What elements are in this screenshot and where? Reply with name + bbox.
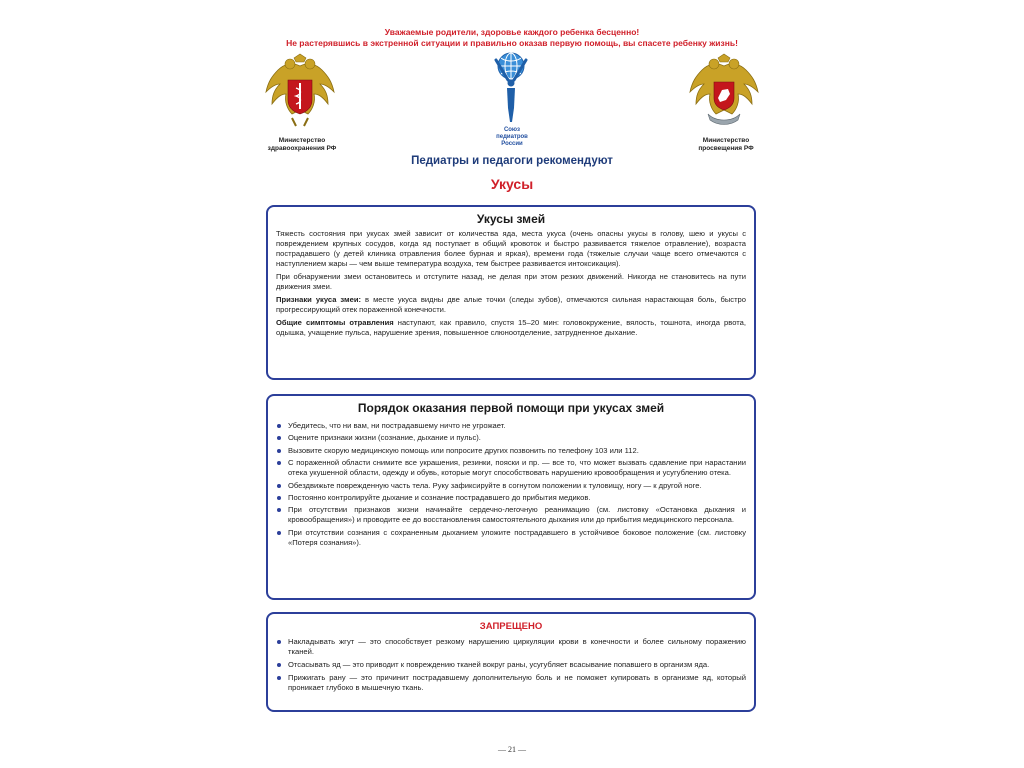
symptoms-label: Общие симптомы отравления — [276, 318, 394, 327]
list-item-text: При отсутствии признаков жизни начинайте сердечно-легочную реанимацию (см. листовку «Остановка дыхания и кровообращения») и проводите ее до восстановления самостоятельного дыхания или до прибытия медицинского персонала. — [288, 505, 746, 525]
health-ministry-label-line2: здравоохранения РФ — [267, 145, 337, 152]
signs-label: Признаки укуса змеи: — [276, 295, 362, 304]
page-title: Укусы — [490, 176, 534, 192]
list-item — [276, 421, 746, 431]
bullet-icon — [277, 508, 281, 512]
first-aid-title: Порядок оказания первой помощи при укусах змей — [357, 401, 665, 415]
list-item-text: Оцените признаки жизни (сознание, дыхание и пульс). — [288, 433, 481, 443]
header-line-2: Не растерявшись в экстренной ситуации и правильно оказав первую помощь, вы спасете ребенку жизнь! — [286, 38, 738, 48]
list-item — [276, 528, 746, 548]
education-ministry-label-line1: Министерство — [702, 137, 750, 144]
bullet-icon — [277, 663, 281, 667]
forbidden-list — [276, 637, 746, 693]
union-of-pediatricians-logo-icon — [490, 50, 532, 130]
list-item — [276, 673, 746, 693]
list-item — [276, 433, 746, 443]
snake-bites-box — [266, 205, 756, 380]
bullet-icon — [277, 640, 281, 644]
bullet-icon — [277, 676, 281, 680]
first-aid-box — [266, 394, 756, 600]
page-number: — 21 — — [498, 745, 526, 754]
snake-bites-paragraph-signs — [276, 295, 746, 315]
health-ministry-label-line1: Министерство — [278, 137, 326, 144]
list-item — [276, 505, 746, 525]
list-item-text: При отсутствии сознания с сохраненным дыханием уложите пострадавшего в устойчивое боковое положение (см. листовку «Потеря сознания»). — [288, 527, 746, 547]
union-label-line3: России — [501, 141, 523, 147]
recommend-subtitle: Педиатры и педагоги рекомендуют — [411, 155, 613, 167]
bullet-icon — [277, 436, 281, 440]
education-ministry-label-line2: просвещения РФ — [698, 145, 754, 152]
first-aid-list — [276, 421, 746, 548]
list-item — [276, 637, 746, 657]
forbidden-title: ЗАПРЕЩЕНО — [479, 621, 543, 632]
list-item-text: Обездвижьте поврежденную часть тела. Руку зафиксируйте в согнутом положении к туловищу, ногу — к другой ноге. — [288, 480, 702, 490]
union-label-line1: Союз — [503, 127, 521, 133]
health-ministry-emblem-icon — [262, 52, 338, 130]
list-item — [276, 458, 746, 478]
list-item-text: Прижигать рану — это причинит пострадавшему дополнительную боль и не поможет купировать в организме яд, который проникает глубоко в мышечную ткань. — [288, 673, 746, 692]
union-label-line2: педиатров — [496, 134, 528, 140]
snake-bites-title: Укусы змей — [476, 212, 546, 226]
list-item-text: Отсасывать яд — это приводит к повреждению тканей вокруг раны, усугубляет всасывание попавшего в организм яда. — [288, 660, 710, 669]
list-item-text: С пораженной области снимите все украшения, резинки, пояски и пр. — все то, что может вызвать сдавление при нарастании отека укушенной области, одежду и обувь, которые могут способствовать нарушению кровообращения и усугублению отека. — [288, 458, 746, 478]
header-line-1: Уважаемые родители, здоровье каждого ребенка бесценно! — [384, 27, 640, 37]
snake-bites-paragraph-symptoms — [276, 318, 746, 338]
list-item-text: Постоянно контролируйте дыхание и сознание пострадавшего до прибытия медиков. — [288, 492, 591, 502]
snake-bites-paragraph-severity: Тяжесть состояния при укусах змей зависит от количества яда, места укуса (очень опасны укусы в голову, шею и укусы с повреждением крупных сосудов, когда яд поступает в общий кровоток и быстро развивается тяжелое отравление), возраста пострадавшего (у детей клиника отравления более бурная и яркая), времени года (тяжелые случаи чаще всего отмечаются с наступлением жары — чем выше температура воздуха, тем быстрее развивается интоксикация). — [276, 229, 746, 268]
list-item — [276, 493, 746, 503]
list-item-text: Вызовите скорую медицинскую помощь или попросите других позвонить по телефону 103 или 112. — [288, 445, 639, 455]
bullet-icon — [277, 424, 281, 428]
bullet-icon — [277, 496, 281, 500]
snake-bites-paragraph-behavior: При обнаружении змеи остановитесь и отступите назад, не делая при этом резких движений. Никогда не становитесь на пути движения змеи. — [276, 272, 746, 291]
education-ministry-emblem-icon — [686, 52, 762, 130]
bullet-icon — [277, 484, 281, 488]
health-ministry-label — [252, 137, 352, 153]
symptoms-text: наступают, как правило, спустя 15–20 мин: головокружение, вялость, тошнота, иногда рвота, одышка, учащение пульса, нарушение зрения, повышенное слюноотделение, затрудненное дыхание. — [276, 318, 746, 337]
bullet-icon — [277, 531, 281, 535]
list-item — [276, 660, 746, 670]
list-item-text: Накладывать жгут — это способствует резкому нарушению циркуляции крови в конечности и более сильному поражению тканей. — [288, 637, 746, 656]
union-label — [482, 127, 542, 148]
list-item-text: Убедитесь, что ни вам, ни пострадавшему ничто не угрожает. — [288, 421, 506, 430]
signs-text: в месте укуса видны две алые точки (следы зубов), отмечаются сильная нарастающая боль, быстро прогрессирующий отек пораженной конечности. — [276, 295, 746, 314]
list-item — [276, 446, 746, 456]
list-item — [276, 481, 746, 491]
bullet-icon — [277, 461, 281, 465]
forbidden-box — [266, 612, 756, 712]
bullet-icon — [277, 449, 281, 453]
education-ministry-label — [676, 137, 776, 153]
